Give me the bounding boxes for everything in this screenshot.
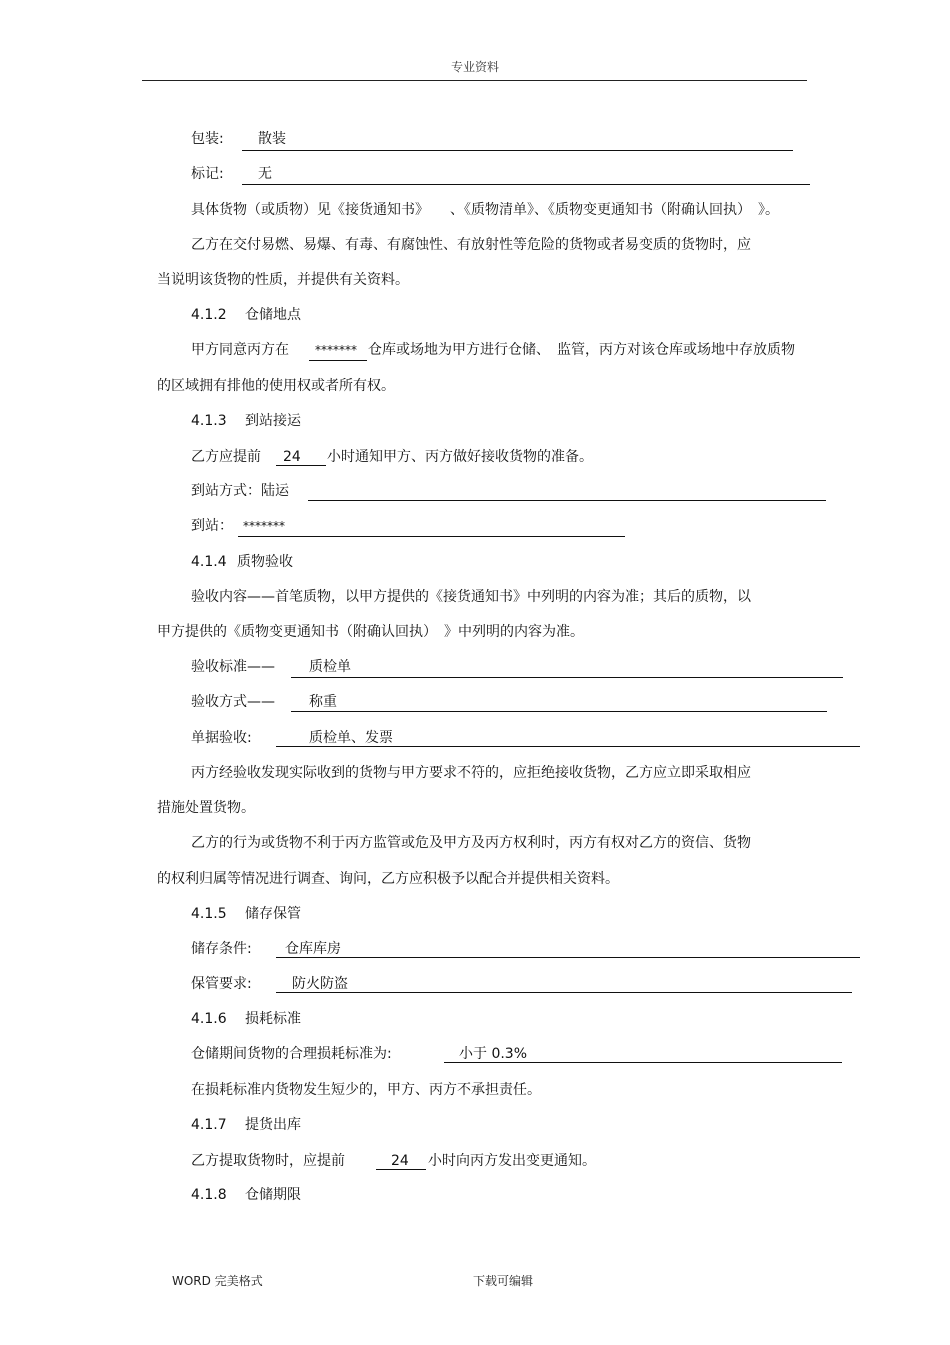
reject-paragraph-line1: 丙方经验收发现实际收到的货物与甲方要求不符的，应拒绝接收货物，乙方应立即采取相应 — [191, 765, 751, 781]
inspection-content-line1: 验收内容——首笔质物，以甲方提供的《接货通知书》中列明的内容为准；其后的质物，以 — [191, 589, 751, 605]
reject-paragraph-line2: 措施处置货物。 — [157, 800, 255, 816]
storage-location-blank: ******* — [315, 343, 357, 357]
storage-condition-underline — [276, 957, 860, 958]
footer-left-text: WORD 完美格式 — [172, 1274, 263, 1288]
custody-requirement-value: 防火防盗 — [292, 976, 348, 992]
section-4-1-3-number: 4.1.3 — [191, 413, 227, 429]
marking-label: 标记: — [191, 166, 224, 182]
loss-standard-value: 小于 0.3% — [459, 1046, 528, 1062]
custody-requirement-label: 保管要求: — [191, 976, 252, 992]
investigate-paragraph-line2: 的权利归属等情况进行调查、询问，乙方应积极予以配合并提供相关资料。 — [157, 871, 619, 887]
inspection-method-value: 称重 — [309, 694, 337, 710]
section-4-1-6-number: 4.1.6 — [191, 1011, 227, 1027]
header-divider — [142, 80, 807, 81]
section-4-1-4-title: 质物验收 — [237, 554, 293, 570]
footer-center-text: 下载可编辑 — [473, 1274, 534, 1288]
loss-standard-label: 仓储期间货物的合理损耗标准为: — [191, 1046, 392, 1062]
document-check-underline — [276, 746, 860, 747]
pickup-notice-hours: 24 — [391, 1153, 409, 1169]
inspection-standard-label: 验收标准—— — [191, 659, 275, 675]
section-4-1-6-title: 损耗标准 — [245, 1011, 301, 1027]
storage-location-pre: 甲方同意丙方在 — [191, 342, 289, 358]
packaging-label: 包装: — [191, 131, 224, 147]
packaging-value: 散装 — [258, 131, 286, 147]
arrival-station-value: ******* — [243, 519, 285, 533]
document-check-value: 质检单、发票 — [309, 730, 393, 746]
advance-notice-underline — [276, 465, 326, 466]
pickup-notice-post: 小时向丙方发出变更通知。 — [428, 1153, 596, 1169]
packaging-underline — [242, 150, 793, 151]
section-4-1-2-title: 仓储地点 — [245, 307, 301, 323]
loss-standard-underline — [444, 1062, 842, 1063]
section-4-1-3-title: 到站接运 — [245, 413, 301, 429]
advance-notice-hours: 24 — [283, 449, 301, 465]
section-4-1-5-title: 储存保管 — [245, 906, 301, 922]
inspection-method-label: 验收方式—— — [191, 694, 275, 710]
inspection-content-line2: 甲方提供的《质物变更通知书（附确认回执） 》中列明的内容为准。 — [157, 624, 584, 640]
section-4-1-2-number: 4.1.2 — [191, 307, 227, 323]
arrival-method-underline — [308, 500, 826, 501]
pickup-notice-underline — [376, 1169, 426, 1170]
investigate-paragraph-line1: 乙方的行为或货物不利于丙方监管或危及甲方及丙方权利时，丙方有权对乙方的资信、货物 — [191, 835, 751, 851]
inspection-standard-underline — [291, 677, 843, 678]
storage-condition-value: 仓库库房 — [285, 941, 341, 957]
document-check-label: 单据验收: — [191, 730, 252, 746]
storage-location-line2: 的区域拥有排他的使用权或者所有权。 — [157, 378, 395, 394]
loss-standard-note: 在损耗标准内货物发生短少的，甲方、丙方不承担责任。 — [191, 1082, 541, 1098]
hazard-paragraph-line2: 当说明该货物的性质，并提供有关资料。 — [157, 272, 409, 288]
section-4-1-7-title: 提货出库 — [245, 1117, 301, 1133]
arrival-station-underline — [238, 536, 625, 537]
section-4-1-7-number: 4.1.7 — [191, 1117, 227, 1133]
section-4-1-8-number: 4.1.8 — [191, 1187, 227, 1203]
pickup-notice-pre: 乙方提取货物时，应提前 — [191, 1153, 345, 1169]
arrival-station-label: 到站： — [191, 518, 233, 534]
arrival-method-label: 到站方式：陆运 — [191, 483, 289, 499]
inspection-standard-value: 质检单 — [309, 659, 351, 675]
section-4-1-8-title: 仓储期限 — [245, 1187, 301, 1203]
goods-detail-text: 具体货物（或质物）见《接货通知书》 、《质物清单》、《质物变更通知书（附确认回执） 》。 — [191, 202, 779, 218]
advance-notice-post: 小时通知甲方、丙方做好接收货物的准备。 — [327, 449, 593, 465]
marking-value: 无 — [258, 166, 272, 182]
section-4-1-5-number: 4.1.5 — [191, 906, 227, 922]
hazard-paragraph-line1: 乙方在交付易燃、易爆、有毒、有腐蚀性、有放射性等危险的货物或者易变质的货物时，应 — [191, 237, 751, 253]
marking-underline — [242, 184, 810, 185]
advance-notice-pre: 乙方应提前 — [191, 449, 261, 465]
section-4-1-4-number: 4.1.4 — [191, 554, 227, 570]
storage-location-underline — [309, 360, 367, 361]
page-header-title: 专业资料 — [450, 60, 499, 74]
storage-location-post: 仓库或场地为甲方进行仓储、 监管，丙方对该仓库或场地中存放质物 — [368, 342, 795, 358]
storage-condition-label: 储存条件: — [191, 941, 252, 957]
inspection-method-underline — [291, 711, 827, 712]
custody-requirement-underline — [276, 992, 852, 993]
